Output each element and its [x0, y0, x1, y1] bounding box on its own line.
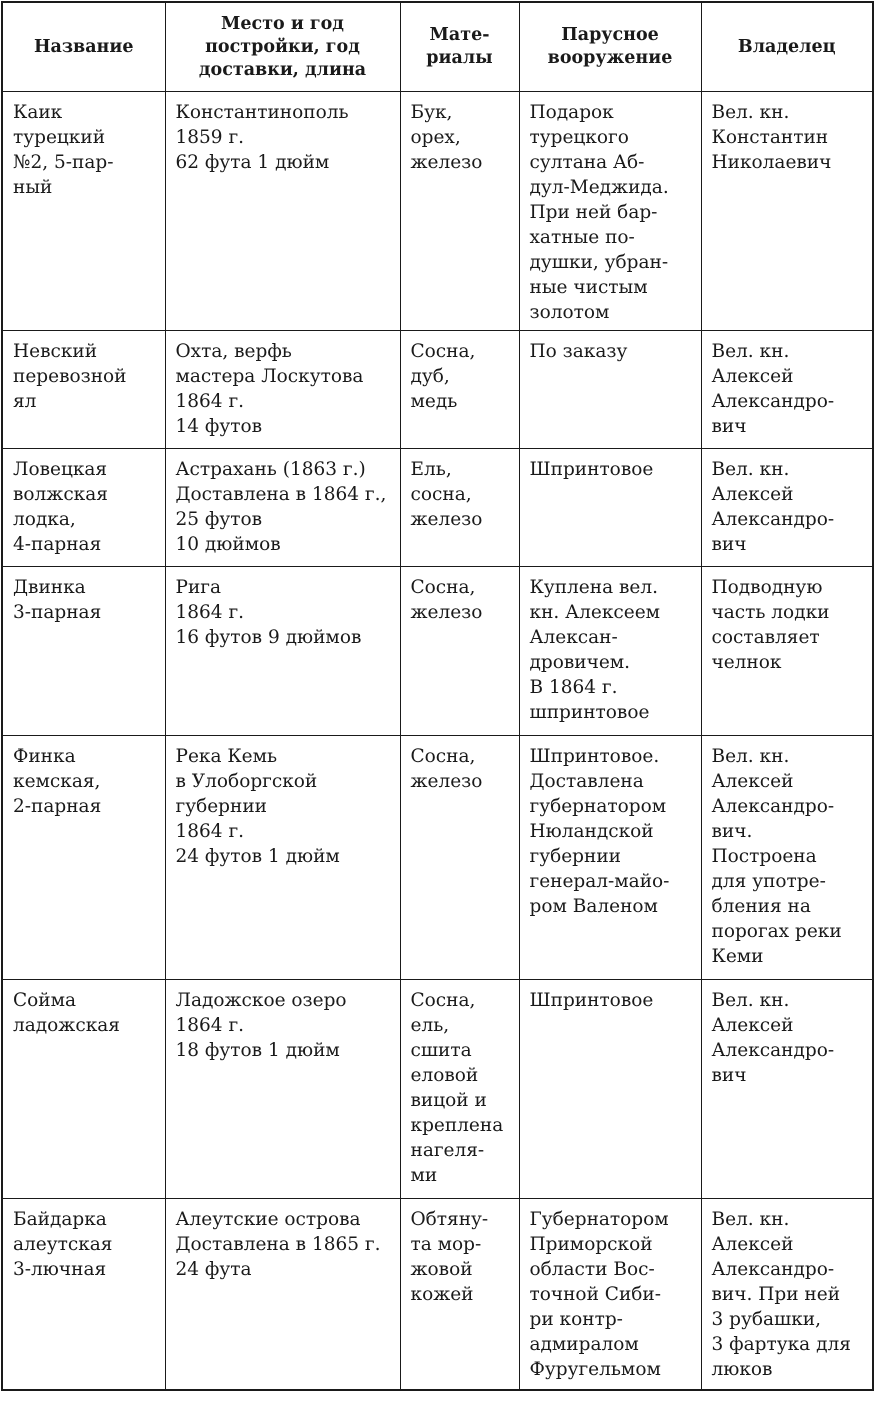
cell-owner: Вел. кн. Алексей Александро- вич. Построена для употре- бления на порогах реки Кеми — [701, 736, 873, 980]
header-sailing-rig: Парусное вооружение — [519, 2, 701, 92]
cell-owner: Вел. кн. Алексей Александро- вич — [701, 331, 873, 449]
cell-name: Каик турецкий №2, 5-пар- ный — [2, 92, 165, 331]
cell-rig: Куплена вел. кн. Алексеем Алексан- дровичем. В 1864 г. шпринтовое — [519, 567, 701, 736]
cell-owner: Вел. кн. Алексей Александро- вич — [701, 980, 873, 1199]
cell-materials: Обтяну- та мор- жовой кожей — [400, 1199, 519, 1391]
cell-place: Рига 1864 г. 16 футов 9 дюймов — [165, 567, 400, 736]
cell-name: Финка кемская, 2-парная — [2, 736, 165, 980]
table-row — [2, 92, 873, 331]
cell-materials: Сосна, железо — [400, 736, 519, 980]
cell-rig: Подарок турецкого султана Аб- дул-Меджида. При ней бар- хатные по- душки, убран- ные чистым золотом — [519, 92, 701, 331]
cell-materials: Сосна, дуб, медь — [400, 331, 519, 449]
cell-owner: Подводную часть лодки составляет челнок — [701, 567, 873, 736]
table-row — [2, 331, 873, 449]
cell-name: Невский перевозной ял — [2, 331, 165, 449]
cell-place: Астрахань (1863 г.) Доставлена в 1864 г., 25 футов 10 дюймов — [165, 449, 400, 567]
cell-name: Ловецкая волжская лодка, 4-парная — [2, 449, 165, 567]
cell-rig: По заказу — [519, 331, 701, 449]
cell-name: Сойма ладожская — [2, 980, 165, 1199]
header-name: Название — [2, 2, 165, 92]
cell-materials: Ель, сосна, железо — [400, 449, 519, 567]
cell-rig: Губернатором Приморской области Вос- точной Сиби- ри контр- адмиралом Фуругельмом — [519, 1199, 701, 1391]
cell-owner: Вел. кн. Алексей Александро- вич — [701, 449, 873, 567]
cell-place: Река Кемь в Улоборгской губернии 1864 г. 24 футов 1 дюйм — [165, 736, 400, 980]
cell-name: Байдарка алеутская 3-лючная — [2, 1199, 165, 1391]
cell-materials: Сосна, железо — [400, 567, 519, 736]
table-row — [2, 449, 873, 567]
cell-rig: Шпринтовое — [519, 980, 701, 1199]
cell-rig: Шпринтовое. Доставлена губернатором Нюландской губернии генерал-майо- ром Валеном — [519, 736, 701, 980]
cell-materials: Бук, орех, железо — [400, 92, 519, 331]
table-row — [2, 1199, 873, 1391]
cell-place: Константинополь 1859 г. 62 фута 1 дюйм — [165, 92, 400, 331]
cell-owner: Вел. кн. Константин Николаевич — [701, 92, 873, 331]
cell-owner: Вел. кн. Алексей Александро- вич. При ней 3 рубашки, 3 фартука для люков — [701, 1199, 873, 1391]
header-materials: Мате- риалы — [400, 2, 519, 92]
header-place-year-length: Место и год постройки, год доставки, длина — [165, 2, 400, 92]
cell-materials: Сосна, ель, сшита еловой вицой и креплена нагеля- ми — [400, 980, 519, 1199]
header-row — [2, 2, 873, 92]
boats-table — [1, 1, 874, 1391]
cell-place: Алеутские острова Доставлена в 1865 г. 24 фута — [165, 1199, 400, 1391]
table-row — [2, 980, 873, 1199]
table-row — [2, 567, 873, 736]
header-owner: Владелец — [701, 2, 873, 92]
cell-place: Ладожское озеро 1864 г. 18 футов 1 дюйм — [165, 980, 400, 1199]
cell-rig: Шпринтовое — [519, 449, 701, 567]
table-row — [2, 736, 873, 980]
cell-name: Двинка 3-парная — [2, 567, 165, 736]
cell-place: Охта, верфь мастера Лоскутова 1864 г. 14 футов — [165, 331, 400, 449]
